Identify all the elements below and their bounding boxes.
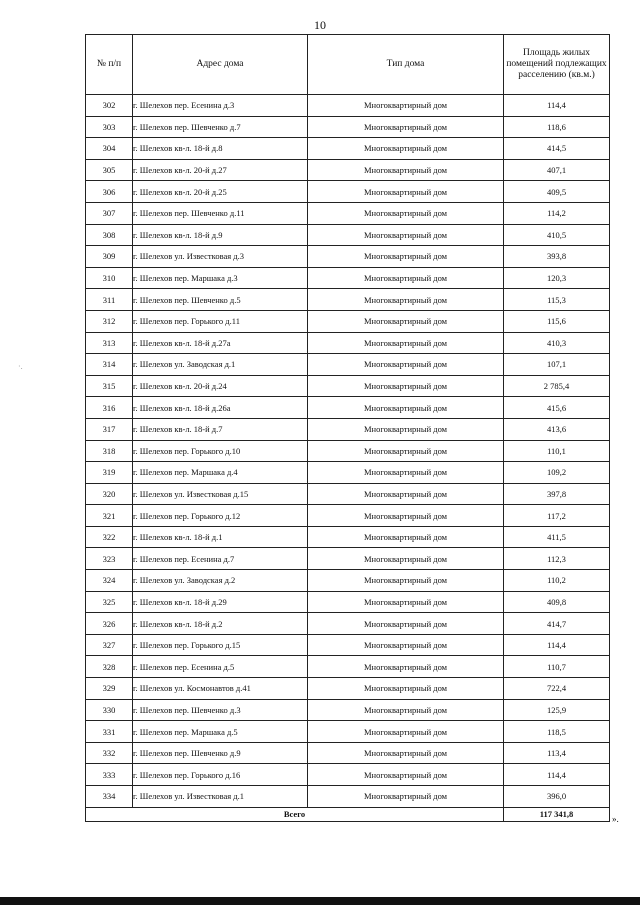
table-row	[86, 116, 610, 138]
header-num: № п/п	[86, 35, 133, 95]
row-area: 109,2	[504, 462, 610, 484]
row-area: 118,6	[504, 116, 610, 138]
table-row	[86, 656, 610, 678]
row-type: Многоквартирный дом	[308, 332, 504, 354]
row-area: 415,6	[504, 397, 610, 419]
row-num: 316	[86, 397, 133, 419]
row-num: 310	[86, 267, 133, 289]
row-type: Многоквартирный дом	[308, 656, 504, 678]
row-type: Многоквартирный дом	[308, 397, 504, 419]
row-area: 112,3	[504, 548, 610, 570]
row-num: 328	[86, 656, 133, 678]
row-type: Многоквартирный дом	[308, 310, 504, 332]
scan-speck: ·.	[18, 362, 23, 371]
row-area: 118,5	[504, 721, 610, 743]
row-area: 114,4	[504, 634, 610, 656]
table-row	[86, 310, 610, 332]
table-row	[86, 181, 610, 203]
row-address: г. Шелехов кв-л. 18-й д.29	[133, 591, 308, 613]
row-type: Многоквартирный дом	[308, 289, 504, 311]
table-row	[86, 483, 610, 505]
row-type: Многоквартирный дом	[308, 570, 504, 592]
row-type: Многоквартирный дом	[308, 613, 504, 635]
table-row	[86, 202, 610, 224]
row-address: г. Шелехов пер. Горького д.12	[133, 505, 308, 527]
row-address: г. Шелехов пер. Шевченко д.5	[133, 289, 308, 311]
table-row	[86, 721, 610, 743]
row-num: 315	[86, 375, 133, 397]
table-header-row	[86, 35, 610, 95]
total-area: 117 341,8	[504, 807, 610, 821]
table-row	[86, 354, 610, 376]
row-num: 303	[86, 116, 133, 138]
row-num: 313	[86, 332, 133, 354]
row-area: 396,0	[504, 786, 610, 808]
row-num: 304	[86, 138, 133, 160]
table-row	[86, 526, 610, 548]
row-area: 125,9	[504, 699, 610, 721]
table-row	[86, 786, 610, 808]
row-type: Многоквартирный дом	[308, 764, 504, 786]
row-type: Многоквартирный дом	[308, 375, 504, 397]
row-num: 302	[86, 95, 133, 117]
table-row	[86, 699, 610, 721]
row-type: Многоквартирный дом	[308, 418, 504, 440]
table-row	[86, 678, 610, 700]
row-num: 319	[86, 462, 133, 484]
row-type: Многоквартирный дом	[308, 591, 504, 613]
row-address: г. Шелехов кв-л. 20-й д.24	[133, 375, 308, 397]
row-num: 317	[86, 418, 133, 440]
row-address: г. Шелехов пер. Шевченко д.3	[133, 699, 308, 721]
table-row	[86, 634, 610, 656]
row-num: 329	[86, 678, 133, 700]
table-row	[86, 764, 610, 786]
row-type: Многоквартирный дом	[308, 721, 504, 743]
row-num: 309	[86, 246, 133, 268]
row-type: Многоквартирный дом	[308, 526, 504, 548]
row-type: Многоквартирный дом	[308, 505, 504, 527]
row-num: 312	[86, 310, 133, 332]
row-area: 114,4	[504, 764, 610, 786]
row-type: Многоквартирный дом	[308, 267, 504, 289]
row-area: 110,1	[504, 440, 610, 462]
row-num: 330	[86, 699, 133, 721]
row-address: г. Шелехов кв-л. 18-й д.1	[133, 526, 308, 548]
row-num: 333	[86, 764, 133, 786]
row-address: г. Шелехов пер. Шевченко д.9	[133, 742, 308, 764]
row-address: г. Шелехов кв-л. 20-й д.25	[133, 181, 308, 203]
table-row	[86, 462, 610, 484]
table-row	[86, 138, 610, 160]
row-address: г. Шелехов ул. Известковая д.15	[133, 483, 308, 505]
row-address: г. Шелехов кв-л. 18-й д.8	[133, 138, 308, 160]
row-area: 115,6	[504, 310, 610, 332]
row-address: г. Шелехов пер. Есенина д.7	[133, 548, 308, 570]
header-type: Тип дома	[308, 35, 504, 95]
row-area: 413,6	[504, 418, 610, 440]
header-area: Площадь жилых помещений подлежащих расселению (кв.м.)	[504, 35, 610, 95]
row-area: 114,4	[504, 95, 610, 117]
row-type: Многоквартирный дом	[308, 116, 504, 138]
row-area: 113,4	[504, 742, 610, 764]
row-num: 318	[86, 440, 133, 462]
row-address: г. Шелехов кв-л. 18-й д.2	[133, 613, 308, 635]
table-row	[86, 375, 610, 397]
row-type: Многоквартирный дом	[308, 95, 504, 117]
row-address: г. Шелехов пер. Есенина д.5	[133, 656, 308, 678]
row-type: Многоквартирный дом	[308, 202, 504, 224]
table-row	[86, 267, 610, 289]
row-address: г. Шелехов пер. Маршака д.5	[133, 721, 308, 743]
page-number: 10	[314, 18, 326, 32]
table-row	[86, 224, 610, 246]
row-area: 120,3	[504, 267, 610, 289]
row-num: 332	[86, 742, 133, 764]
row-area: 110,2	[504, 570, 610, 592]
row-type: Многоквартирный дом	[308, 786, 504, 808]
row-area: 414,7	[504, 613, 610, 635]
row-num: 311	[86, 289, 133, 311]
row-num: 327	[86, 634, 133, 656]
total-label: Всего	[86, 807, 504, 821]
table-row	[86, 289, 610, 311]
row-num: 306	[86, 181, 133, 203]
row-area: 411,5	[504, 526, 610, 548]
housing-table	[85, 34, 610, 822]
row-area: 117,2	[504, 505, 610, 527]
row-num: 324	[86, 570, 133, 592]
table-row	[86, 742, 610, 764]
table-row	[86, 246, 610, 268]
row-num: 334	[86, 786, 133, 808]
row-area: 393,8	[504, 246, 610, 268]
row-type: Многоквартирный дом	[308, 462, 504, 484]
row-type: Многоквартирный дом	[308, 548, 504, 570]
row-area: 722,4	[504, 678, 610, 700]
row-type: Многоквартирный дом	[308, 224, 504, 246]
row-area: 2 785,4	[504, 375, 610, 397]
table-row	[86, 505, 610, 527]
table-row	[86, 418, 610, 440]
row-type: Многоквартирный дом	[308, 699, 504, 721]
table-row	[86, 570, 610, 592]
row-address: г. Шелехов пер. Горького д.15	[133, 634, 308, 656]
row-type: Многоквартирный дом	[308, 246, 504, 268]
row-address: г. Шелехов пер. Горького д.10	[133, 440, 308, 462]
row-num: 314	[86, 354, 133, 376]
row-type: Многоквартирный дом	[308, 181, 504, 203]
scan-bottom-edge	[0, 897, 640, 905]
row-address: г. Шелехов пер. Шевченко д.7	[133, 116, 308, 138]
row-area: 410,3	[504, 332, 610, 354]
row-type: Многоквартирный дом	[308, 483, 504, 505]
row-type: Многоквартирный дом	[308, 678, 504, 700]
row-num: 323	[86, 548, 133, 570]
row-area: 114,2	[504, 202, 610, 224]
row-address: г. Шелехов пер. Есенина д.3	[133, 95, 308, 117]
row-address: г. Шелехов кв-л. 18-й д.7	[133, 418, 308, 440]
row-area: 409,8	[504, 591, 610, 613]
row-address: г. Шелехов ул. Известковая д.1	[133, 786, 308, 808]
row-num: 308	[86, 224, 133, 246]
row-area: 110,7	[504, 656, 610, 678]
row-area: 409,5	[504, 181, 610, 203]
table-body	[86, 95, 610, 822]
row-area: 407,1	[504, 159, 610, 181]
row-type: Многоквартирный дом	[308, 159, 504, 181]
table-row	[86, 95, 610, 117]
row-address: г. Шелехов пер. Горького д.11	[133, 310, 308, 332]
row-num: 325	[86, 591, 133, 613]
row-num: 307	[86, 202, 133, 224]
row-area: 397,8	[504, 483, 610, 505]
row-type: Многоквартирный дом	[308, 354, 504, 376]
row-type: Многоквартирный дом	[308, 634, 504, 656]
table-row	[86, 332, 610, 354]
table-row	[86, 591, 610, 613]
table-row	[86, 159, 610, 181]
row-area: 107,1	[504, 354, 610, 376]
total-row	[86, 807, 610, 821]
row-address: г. Шелехов ул. Заводская д.1	[133, 354, 308, 376]
row-area: 414,5	[504, 138, 610, 160]
row-num: 331	[86, 721, 133, 743]
table-row	[86, 613, 610, 635]
row-address: г. Шелехов пер. Шевченко д.11	[133, 202, 308, 224]
row-address: г. Шелехов ул. Известковая д.3	[133, 246, 308, 268]
row-type: Многоквартирный дом	[308, 138, 504, 160]
closing-mark: ».	[612, 814, 619, 824]
row-address: г. Шелехов ул. Космонавтов д.41	[133, 678, 308, 700]
row-num: 321	[86, 505, 133, 527]
row-address: г. Шелехов пер. Маршака д.4	[133, 462, 308, 484]
row-address: г. Шелехов кв-л. 18-й д.27а	[133, 332, 308, 354]
row-type: Многоквартирный дом	[308, 440, 504, 462]
row-num: 305	[86, 159, 133, 181]
row-area: 410,5	[504, 224, 610, 246]
row-num: 326	[86, 613, 133, 635]
row-num: 322	[86, 526, 133, 548]
row-area: 115,3	[504, 289, 610, 311]
row-address: г. Шелехов пер. Маршака д.3	[133, 267, 308, 289]
row-address: г. Шелехов ул. Заводская д.2	[133, 570, 308, 592]
table-row	[86, 397, 610, 419]
row-num: 320	[86, 483, 133, 505]
row-address: г. Шелехов кв-л. 18-й д.9	[133, 224, 308, 246]
row-type: Многоквартирный дом	[308, 742, 504, 764]
header-address: Адрес дома	[133, 35, 308, 95]
row-address: г. Шелехов кв-л. 18-й д.26а	[133, 397, 308, 419]
row-address: г. Шелехов кв-л. 20-й д.27	[133, 159, 308, 181]
row-address: г. Шелехов пер. Горького д.16	[133, 764, 308, 786]
table-row	[86, 548, 610, 570]
table-row	[86, 440, 610, 462]
